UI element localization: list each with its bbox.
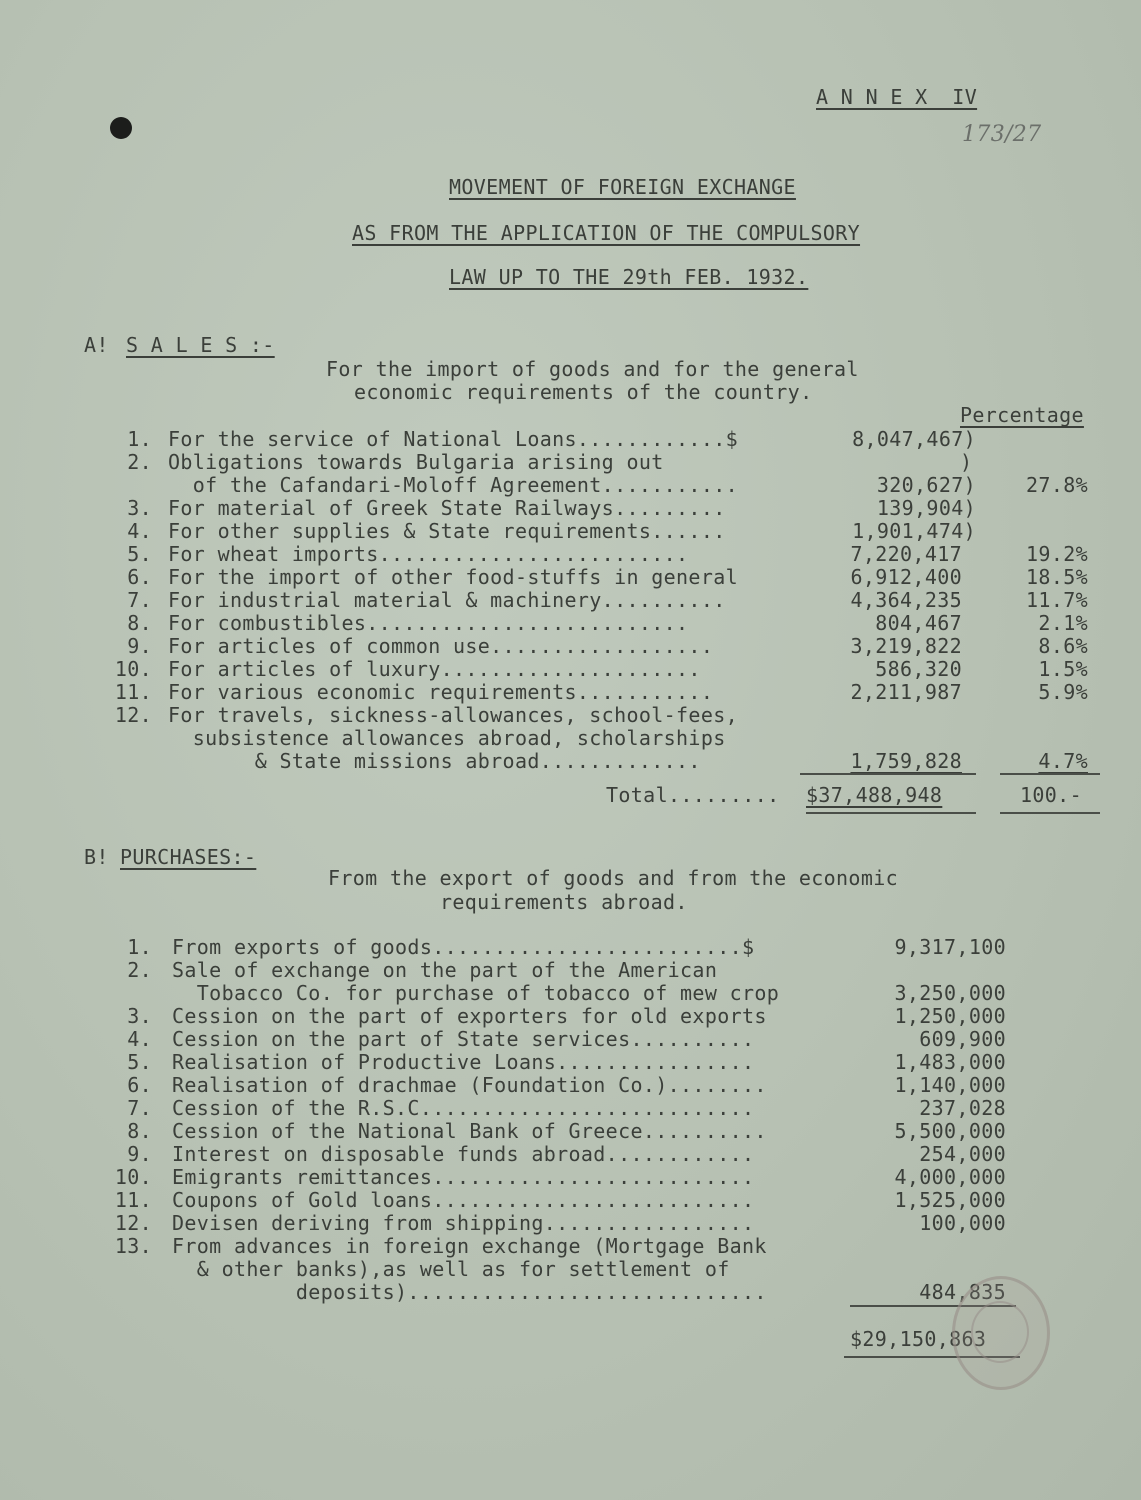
sales-item-text: For the service of National Loans............$ [168, 427, 738, 451]
purchase-item-text: deposits)............................. [172, 1280, 767, 1304]
purchase-item-text: Cession of the National Bank of Greece.......... [172, 1119, 767, 1143]
annex-label: A N N E X IV [816, 85, 978, 109]
sales-item-amount: 8,047,467) [852, 427, 976, 451]
sales-heading: S A L E S :- [126, 333, 275, 357]
sales-item-amount: 3,219,822 [850, 634, 962, 658]
purchase-item-number: 7. [127, 1096, 152, 1120]
purchase-item-text: Cession of the R.S.C........................... [172, 1096, 755, 1120]
sales-sum-rule [800, 773, 976, 775]
sales-item-text: For industrial material & machinery.......... [168, 588, 726, 612]
purchase-item-amount: 484,835 [919, 1280, 1006, 1304]
sales-item-number: 11. [114, 680, 152, 704]
sales-item-percentage: 8.6% [1038, 634, 1088, 658]
sales-item-number: 10. [114, 657, 152, 681]
purchase-item-text: Interest on disposable funds abroad............ [172, 1142, 755, 1166]
purchase-item-amount: 9,317,100 [894, 935, 1006, 959]
sales-item-text: For articles of common use.................. [168, 634, 714, 658]
purchase-item-number: 12. [114, 1211, 152, 1235]
sales-item-number: 2. [127, 450, 152, 474]
sales-item-amount: 320,627) [876, 473, 976, 497]
purchases-prefix: B! [84, 845, 109, 869]
purchase-item-text: Emigrants remittances.......................... [172, 1165, 755, 1189]
purchase-item-amount: 254,000 [919, 1142, 1006, 1166]
sales-item-bracket: ) [960, 450, 973, 474]
sales-item-percentage: 11.7% [1026, 588, 1088, 612]
purchase-item-number: 6. [127, 1073, 152, 1097]
sales-item-text: of the Cafandari-Moloff Agreement........... [168, 473, 738, 497]
purchase-item-number: 4. [127, 1027, 152, 1051]
sales-item-percentage: 27.8% [1026, 473, 1088, 497]
purchase-item-number: 13. [114, 1234, 152, 1258]
sales-item-amount: 4,364,235 [850, 588, 962, 612]
sales-item-percentage: 1.5% [1038, 657, 1088, 681]
archive-stamp [952, 1276, 1050, 1390]
purchases-total-amount: $29,150,863 [850, 1327, 987, 1351]
sales-item-number: 9. [127, 634, 152, 658]
sales-item-amount: 1,759,828 [850, 749, 962, 773]
purchase-item-number: 5. [127, 1050, 152, 1074]
sales-item-text: For travels, sickness-allowances, school-fees, [168, 703, 738, 727]
punch-hole [110, 117, 132, 139]
purchase-item-amount: 1,250,000 [894, 1004, 1006, 1028]
sales-prefix: A! [84, 333, 109, 357]
purchase-item-amount: 609,900 [919, 1027, 1006, 1051]
purchase-item-amount: 1,525,000 [894, 1188, 1006, 1212]
sales-item-number: 7. [127, 588, 152, 612]
sales-item-percentage: 19.2% [1026, 542, 1088, 566]
purchase-item-number: 10. [114, 1165, 152, 1189]
percentage-header: Percentage [960, 403, 1084, 427]
sales-item-amount: 1,901,474) [852, 519, 976, 543]
sales-item-amount: 586,320 [875, 657, 962, 681]
sales-item-number: 6. [127, 565, 152, 589]
sales-item-text: Obligations towards Bulgaria arising out [168, 450, 664, 474]
purchase-item-number: 1. [127, 935, 152, 959]
purchase-item-amount: 4,000,000 [894, 1165, 1006, 1189]
sales-item-text: For the import of other food-stuffs in general [168, 565, 738, 589]
sales-total-label: Total......... [606, 783, 780, 807]
sales-item-percentage: 2.1% [1038, 611, 1088, 635]
purchases-heading: PURCHASES:- [120, 845, 257, 869]
sales-item-text: For other supplies & State requirements...... [168, 519, 726, 543]
purchase-item-text: & other banks),as well as for settlement of [172, 1257, 730, 1281]
sales-description-1: For the import of goods and for the general [326, 357, 859, 381]
sales-item-number: 4. [127, 519, 152, 543]
sales-item-percentage: 5.9% [1038, 680, 1088, 704]
purchase-item-text: Devisen deriving from shipping................. [172, 1211, 755, 1235]
sales-item-amount: 2,211,987 [850, 680, 962, 704]
sales-total-amount: $37,488,948 [806, 783, 943, 807]
sales-item-text: For wheat imports......................... [168, 542, 689, 566]
purchase-item-amount: 1,140,000 [894, 1073, 1006, 1097]
sales-item-percentage: 18.5% [1026, 565, 1088, 589]
sales-pct-sum-rule [1000, 773, 1100, 775]
purchase-item-amount: 100,000 [919, 1211, 1006, 1235]
purchase-item-text: Cession on the part of State services.......... [172, 1027, 755, 1051]
purchase-item-number: 9. [127, 1142, 152, 1166]
purchase-item-text: Cession on the part of exporters for old exports [172, 1004, 767, 1028]
purchases-description-1: From the export of goods and from the economic [328, 866, 898, 890]
purchase-item-amount: 1,483,000 [894, 1050, 1006, 1074]
purchase-item-text: From exports of goods.........................$ [172, 935, 755, 959]
sales-total-rule [806, 812, 976, 814]
sales-item-number: 5. [127, 542, 152, 566]
purchases-description-2: requirements abroad. [440, 890, 688, 914]
sales-item-number: 12. [114, 703, 152, 727]
purchase-item-amount: 5,500,000 [894, 1119, 1006, 1143]
purchase-item-amount: 237,028 [919, 1096, 1006, 1120]
sales-description-2: economic requirements of the country. [354, 380, 813, 404]
purchase-item-text: Sale of exchange on the part of the American [172, 958, 718, 982]
sales-item-text: & State missions abroad............. [168, 749, 701, 773]
title-line-3: LAW UP TO THE 29th FEB. 1932. [449, 265, 809, 289]
sales-item-text: For combustibles.......................... [168, 611, 689, 635]
purchase-item-text: Coupons of Gold loans.......................... [172, 1188, 755, 1212]
sales-item-number: 8. [127, 611, 152, 635]
purchase-item-text: From advances in foreign exchange (Mortgage Bank [172, 1234, 767, 1258]
purchase-item-text: Realisation of drachmae (Foundation Co.)........ [172, 1073, 767, 1097]
sales-item-text: For various economic requirements........... [168, 680, 714, 704]
sales-item-number: 3. [127, 496, 152, 520]
sales-item-amount: 6,912,400 [850, 565, 962, 589]
sales-item-text: subsistence allowances abroad, scholarships [168, 726, 726, 750]
sales-item-text: For articles of luxury..................... [168, 657, 701, 681]
sales-item-amount: 804,467 [875, 611, 962, 635]
sales-item-amount: 7,220,417 [850, 542, 962, 566]
sales-pct-total-rule [1000, 812, 1100, 814]
title-line-1: MOVEMENT OF FOREIGN EXCHANGE [449, 175, 796, 199]
title-line-2: AS FROM THE APPLICATION OF THE COMPULSORY [352, 221, 861, 245]
sales-item-number: 1. [127, 427, 152, 451]
purchase-item-text: Tobacco Co. for purchase of tobacco of mew crop [172, 981, 780, 1005]
purchase-item-number: 11. [114, 1188, 152, 1212]
sales-item-amount: 139,904) [876, 496, 976, 520]
sales-item-percentage: 4.7% [1038, 749, 1088, 773]
handwritten-reference: 173/27 [962, 122, 1042, 147]
purchase-item-number: 3. [127, 1004, 152, 1028]
sales-total-percentage: 100.- [1020, 783, 1082, 807]
purchase-item-number: 2. [127, 958, 152, 982]
purchase-item-number: 8. [127, 1119, 152, 1143]
sales-item-text: For material of Greek State Railways......... [168, 496, 726, 520]
purchase-item-amount: 3,250,000 [894, 981, 1006, 1005]
purchase-item-text: Realisation of Productive Loans................ [172, 1050, 755, 1074]
